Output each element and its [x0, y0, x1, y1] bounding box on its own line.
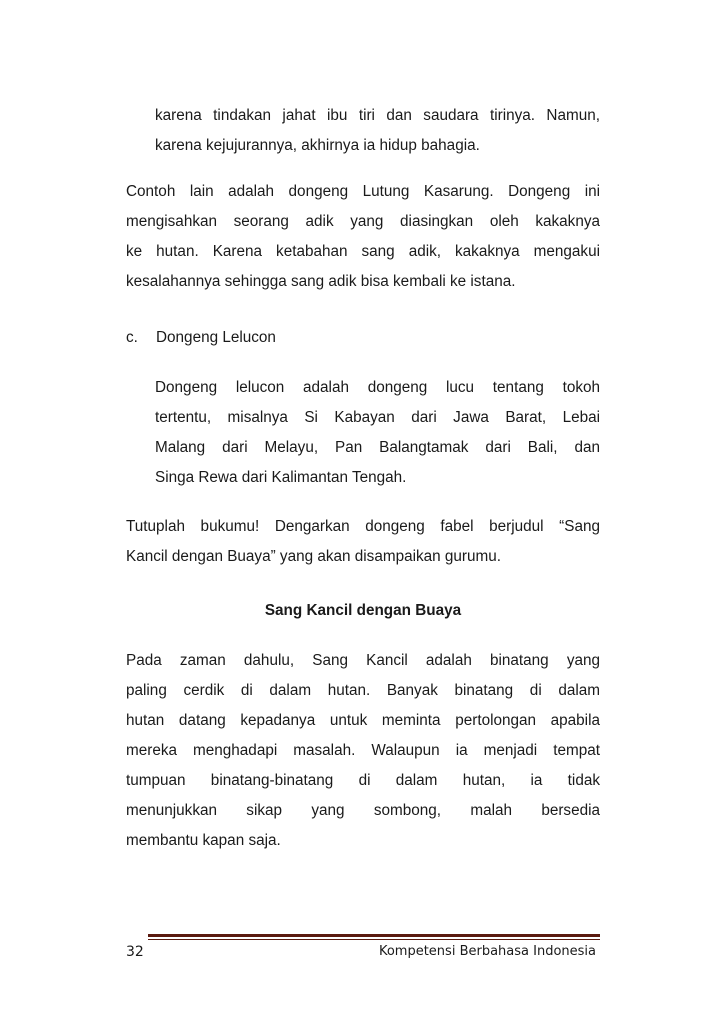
footer-book-title: Kompetensi Berbahasa Indonesia	[378, 944, 596, 959]
text-line: hutan datang kepadanya untuk meminta pertolongan apabila	[126, 712, 600, 729]
paragraph-lutung-kasarung	[126, 177, 600, 297]
paragraph-continuation	[155, 101, 600, 161]
paragraph-instruction	[126, 512, 600, 572]
footer-rule-thick	[148, 934, 600, 937]
text-line: Pada zaman dahulu, Sang Kancil adalah binatang yang	[126, 652, 600, 669]
text-line: ke hutan. Karena ketabahan sang adik, kakaknya mengakui	[126, 243, 600, 260]
page-number: 32	[126, 944, 144, 960]
text-line: karena kejujurannya, akhirnya ia hidup bahagia.	[155, 137, 480, 154]
paragraph-story	[126, 646, 600, 856]
section-c-heading	[126, 323, 600, 353]
text-line: tertentu, misalnya Si Kabayan dari Jawa Barat, Lebai	[155, 409, 600, 426]
text-line: tumpuan binatang-binatang di dalam hutan, ia tidak	[126, 772, 600, 789]
story-title: Sang Kancil dengan Buaya	[264, 602, 462, 619]
text-line: karena tindakan jahat ibu tiri dan saudara tirinya. Namun,	[155, 107, 600, 124]
text-line: Singa Rewa dari Kalimantan Tengah.	[155, 469, 407, 486]
paragraph-dongeng-lelucon	[155, 373, 600, 493]
text-line: menunjukkan sikap yang sombong, malah bersedia	[126, 802, 600, 819]
section-heading: Dongeng Lelucon	[156, 329, 276, 346]
footer-rule-thin	[148, 939, 600, 940]
text-line: kesalahannya sehingga sang adik bisa kembali ke istana.	[126, 273, 516, 290]
list-label: c.	[126, 329, 138, 346]
text-line: Contoh lain adalah dongeng Lutung Kasarung. Dongeng ini	[126, 183, 600, 200]
text-line: Kancil dengan Buaya” yang akan disampaikan gurumu.	[126, 548, 502, 565]
text-line: Tutuplah bukumu! Dengarkan dongeng fabel berjudul “Sang	[126, 518, 600, 535]
text-line: paling cerdik di dalam hutan. Banyak binatang di dalam	[126, 682, 600, 699]
text-line: mengisahkan seorang adik yang diasingkan oleh kakaknya	[126, 213, 600, 230]
text-line: Dongeng lelucon adalah dongeng lucu tentang tokoh	[155, 379, 600, 396]
page-footer	[126, 930, 600, 964]
text-line: membantu kapan saja.	[126, 832, 281, 849]
text-line: mereka menghadapi masalah. Walaupun ia menjadi tempat	[126, 742, 600, 759]
text-line: Malang dari Melayu, Pan Balangtamak dari Bali, dan	[155, 439, 600, 456]
